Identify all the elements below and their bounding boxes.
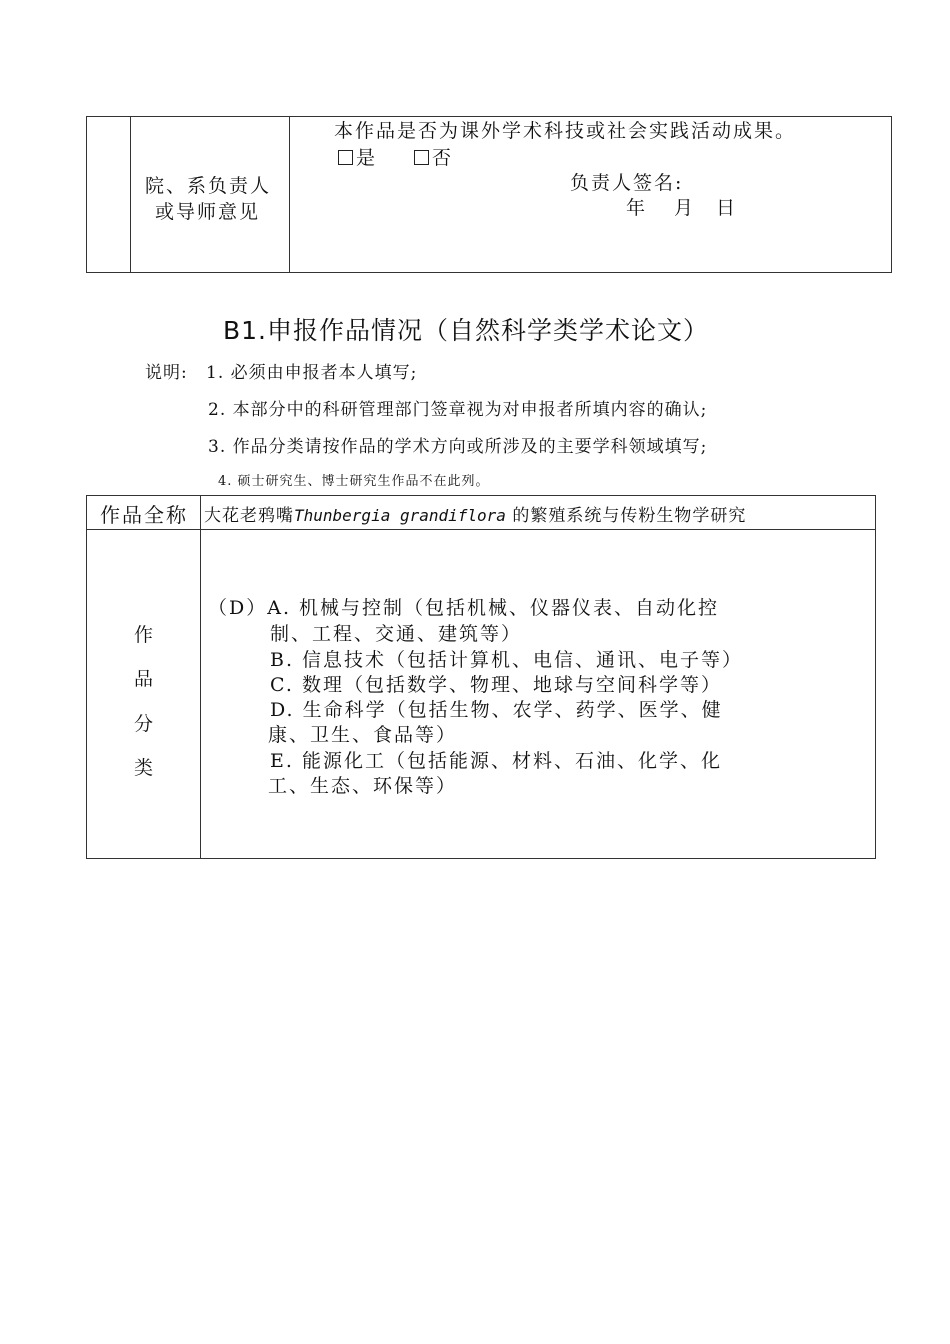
- note-item: 2. 本部分中的科研管理部门签章视为对申报者所填内容的确认;: [208, 400, 708, 420]
- date-day: 日: [716, 197, 738, 219]
- work-name-suffix: 的繁殖系统与传粉生物学研究: [512, 506, 747, 526]
- section-title: B1.申报作品情况（自然科学类学术论文）: [223, 316, 710, 345]
- date-year: 年: [626, 197, 648, 219]
- work-name-prefix: 大花老鸦嘴: [204, 506, 294, 526]
- category-option-e: E. 能源化工（包括能源、材料、石油、化学、化: [270, 750, 722, 772]
- option-yes[interactable]: [338, 146, 377, 170]
- work-name-label: 作品全称: [100, 503, 188, 527]
- category-option-a: （D）A. 机械与控制（包括机械、仪器仪表、自动化控: [208, 597, 720, 619]
- checkbox-yes[interactable]: [338, 150, 353, 165]
- category-option-a-cont: 制、工程、交通、建筑等）: [270, 623, 523, 645]
- category-label-char: 类: [134, 757, 154, 779]
- category-option-c: C. 数理（包括数学、物理、地球与空间科学等）: [270, 674, 722, 696]
- date-month: 月: [674, 197, 696, 219]
- extracurricular-question: 本作品是否为课外学术科技或社会实践活动成果。: [334, 120, 797, 142]
- category-label-char: 分: [134, 713, 154, 735]
- note-item: 4. 硕士研究生、博士研究生作品不在此列。: [218, 474, 490, 489]
- work-name-latin: Thunbergia grandiflora: [294, 506, 506, 525]
- notes-label: 说明:: [145, 363, 188, 383]
- work-name-value: [204, 504, 746, 528]
- category-label-char: 品: [134, 668, 154, 690]
- option-no[interactable]: [414, 146, 453, 170]
- category-option-d-cont: 康、卫生、食品等）: [268, 724, 458, 746]
- checkbox-no[interactable]: [414, 150, 429, 165]
- signature-label: 负责人签名:: [570, 172, 684, 194]
- advisor-opinion-label: 院、系负责人: [145, 175, 272, 197]
- advisor-opinion-label-line2: 或导师意见: [155, 201, 261, 223]
- option-yes-label: 是: [356, 147, 378, 169]
- category-option-b: B. 信息技术（包括计算机、电信、通讯、电子等）: [270, 649, 744, 671]
- category-option-d: D. 生命科学（包括生物、农学、药学、医学、健: [270, 699, 723, 721]
- option-no-label: 否: [432, 147, 454, 169]
- category-label-char: 作: [134, 624, 154, 646]
- note-item: 1. 必须由申报者本人填写;: [206, 363, 418, 383]
- category-option-e-cont: 工、生态、环保等）: [268, 775, 458, 797]
- note-item: 3. 作品分类请按作品的学术方向或所涉及的主要学科领域填写;: [208, 437, 708, 457]
